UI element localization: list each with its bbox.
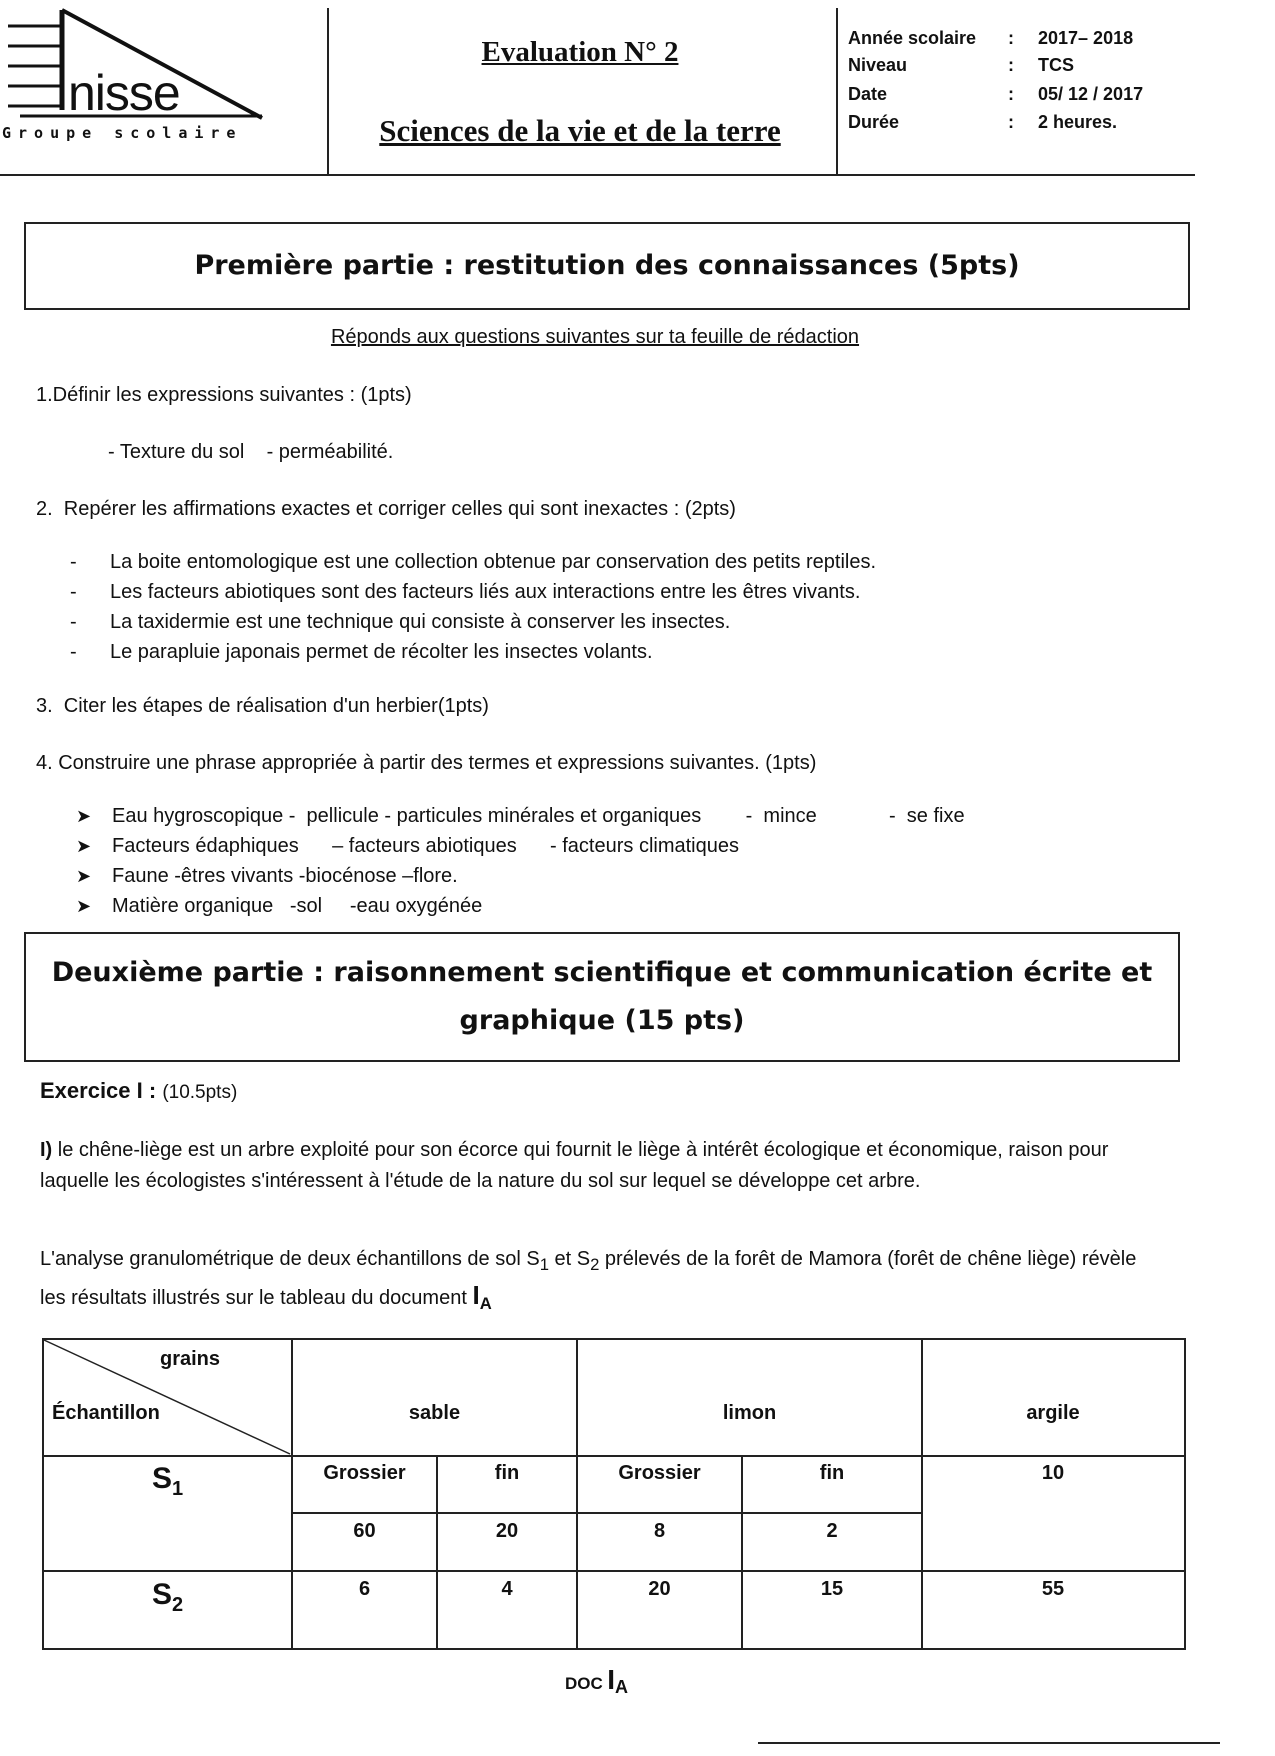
- info-duration-sep: :: [1008, 112, 1014, 132]
- subcol-limon-grossier: Grossier: [618, 1462, 701, 1484]
- context-text-b: et S: [548, 1248, 591, 1270]
- row-label-s1-sub: 1: [172, 1478, 184, 1500]
- doc-ref-sub: A: [479, 1294, 492, 1313]
- cell-s1-limon-grossier: 8: [653, 1520, 666, 1542]
- exercise-label: Exercice I :: [40, 1078, 157, 1103]
- question-4: 4. Construire une phrase appropriée à partir des termes et expressions suivantes. (1pts): [36, 752, 817, 774]
- cell-s2-sable-fin: 4: [501, 1578, 513, 1600]
- info-date: [848, 84, 1143, 105]
- table-hline: [42, 1570, 1184, 1572]
- table-vline: [576, 1338, 578, 1648]
- question-1: 1.Définir les expressions suivantes : (1pts): [36, 384, 412, 406]
- table-hline: [292, 1512, 922, 1514]
- q2-statement-text: La taxidermie est une technique qui consiste à conserver les insectes.: [110, 611, 731, 633]
- corner-bottom-label: Échantillon: [52, 1402, 160, 1424]
- q4-terms-text: Faune -êtres vivants -biocénose –flore.: [112, 865, 458, 887]
- arrow-bullet-icon: ➤: [76, 836, 92, 856]
- info-year-key: Année scolaire: [848, 28, 977, 48]
- cell-s2-sable-grossier: 6: [358, 1578, 371, 1600]
- info-date-sep: :: [1008, 84, 1014, 104]
- header-divider-left: [327, 8, 329, 174]
- info-duration-value: 2 heures.: [1038, 112, 1118, 132]
- cell-s2-limon-fin: 15: [820, 1578, 844, 1600]
- part1-title-box: [24, 222, 1190, 310]
- subcol-limon-fin: fin: [819, 1462, 845, 1484]
- context-sub-2: 2: [590, 1255, 600, 1274]
- table-vline: [921, 1338, 923, 1648]
- row-label-s1-letter: S: [152, 1462, 173, 1495]
- caption-doc: DOC: [565, 1674, 603, 1693]
- arrow-bullet-icon: ➤: [76, 866, 92, 886]
- exercise-context: [40, 1244, 1160, 1319]
- q2-statement: - La boite entomologique est une collection obtenue par conservation des petits reptiles.: [70, 551, 877, 573]
- context-sub-1: 1: [539, 1255, 549, 1274]
- arrow-bullet-icon: ➤: [76, 896, 92, 916]
- info-duration-key: Durée: [848, 112, 900, 132]
- q4-terms: [76, 895, 482, 918]
- q2-statement: - Le parapluie japonais permet de récolter les insectes volants.: [70, 641, 653, 663]
- question-2: 2. Repérer les affirmations exactes et corriger celles qui sont inexactes : (2pts): [36, 498, 736, 520]
- cell-s1-limon-fin: 2: [826, 1520, 838, 1542]
- info-level: [848, 55, 1074, 76]
- exercise-heading: [40, 1078, 237, 1104]
- corner-top-label: grains: [159, 1348, 221, 1370]
- context-text-c: prélevés de la forêt de Mamora (forêt de chêne liège) révèle les résultats illustrés sur le tableau du document: [40, 1248, 1137, 1309]
- part2-title-box: [24, 932, 1180, 1062]
- info-level-key: Niveau: [848, 55, 908, 75]
- caption-ref-sub: A: [615, 1677, 629, 1698]
- col-header-limon: limon: [722, 1402, 777, 1424]
- cell-s2-limon-grossier: 20: [648, 1578, 671, 1600]
- logo-subtitle: Groupe scolaire: [2, 124, 243, 142]
- context-text-a: L'analyse granulométrique de deux échantillons de sol S: [40, 1248, 540, 1270]
- info-level-value: TCS: [1038, 55, 1074, 75]
- row-label-s1: [152, 1462, 183, 1501]
- table-caption: [565, 1664, 628, 1698]
- cell-s1-sable-fin: 20: [495, 1520, 519, 1542]
- q4-terms-text: Matière organique -sol -eau oxygénée: [112, 895, 483, 917]
- part2-title-line1: Deuxième partie : raisonnement scientifique et communication écrite et: [51, 957, 1153, 988]
- info-level-sep: :: [1008, 55, 1014, 75]
- q4-terms: [76, 805, 965, 828]
- info-date-value: 05/ 12 / 2017: [1038, 84, 1144, 104]
- info-year-sep: :: [1008, 28, 1014, 48]
- col-header-sable: sable: [408, 1402, 461, 1424]
- header-divider-right: [836, 8, 838, 174]
- arrow-bullet-icon: ➤: [76, 806, 92, 826]
- info-date-key: Date: [848, 84, 888, 104]
- q2-statement: - La taxidermie est une technique qui consiste à conserver les insectes.: [70, 611, 731, 633]
- header-bottom-rule: [0, 174, 1195, 176]
- cell-s1-sable-grossier: 60: [353, 1520, 376, 1542]
- part1-title: Première partie : restitution des connaissances (5pts): [194, 250, 1020, 281]
- cell-s1-argile: 10: [1041, 1462, 1065, 1484]
- exam-subject: Sciences de la vie et de la terre: [379, 113, 781, 148]
- question-1-item: - Texture du sol - perméabilité.: [108, 441, 394, 463]
- caption-ref: I: [607, 1664, 616, 1695]
- q4-terms: [76, 865, 458, 888]
- part2-title-line2: graphique (15 pts): [459, 1005, 745, 1036]
- info-year-value: 2017– 2018: [1038, 28, 1134, 48]
- intro-lead: I): [40, 1139, 53, 1161]
- exercise-intro: [40, 1135, 1160, 1197]
- q2-statement-text: La boite entomologique est une collection obtenue par conservation des petits reptiles.: [110, 551, 877, 573]
- q4-terms-text: Facteurs édaphiques – facteurs abiotiques - facteurs climatiques: [112, 835, 739, 857]
- q2-statement-text: Les facteurs abiotiques sont des facteurs liés aux interactions entre les êtres vivants.: [110, 581, 861, 603]
- exercise-points: (10.5pts): [162, 1082, 238, 1103]
- intro-text: le chêne-liège est un arbre exploité pour son écorce qui fournit le liège à intérêt écologique et économique, raison pour laquelle les écologistes s'intéressent à l'étude de la nature du sol sur lequel se développe cet arbre.: [40, 1139, 1109, 1192]
- q2-statement: - Les facteurs abiotiques sont des facteurs liés aux interactions entre les êtres vivants.: [70, 581, 861, 603]
- row-label-s2-sub: 2: [172, 1594, 184, 1616]
- subcol-sable-grossier: Grossier: [323, 1462, 406, 1484]
- row-label-s2: [152, 1578, 183, 1617]
- part1-instruction: Réponds aux questions suivantes sur ta feuille de rédaction: [330, 326, 860, 348]
- question-3: 3. Citer les étapes de réalisation d'un herbier(1pts): [36, 695, 489, 717]
- row-label-s2-letter: S: [152, 1578, 173, 1611]
- exam-title: Evaluation N° 2: [481, 36, 679, 68]
- q2-statement-text: Le parapluie japonais permet de récolter les insectes volants.: [110, 641, 653, 663]
- subcol-sable-fin: fin: [494, 1462, 520, 1484]
- cell-s2-argile: 55: [1041, 1578, 1065, 1600]
- footer-rule: [758, 1742, 1220, 1744]
- q4-terms-text: Eau hygroscopique - pellicule - particules minérales et organiques - mince - se fixe: [112, 805, 965, 827]
- logo-name: nisse: [68, 65, 180, 121]
- q4-terms: [76, 835, 739, 858]
- doc-ref: I: [472, 1280, 480, 1310]
- col-header-argile: argile: [1026, 1402, 1080, 1424]
- info-year: [848, 28, 1133, 49]
- info-duration: [848, 112, 1117, 133]
